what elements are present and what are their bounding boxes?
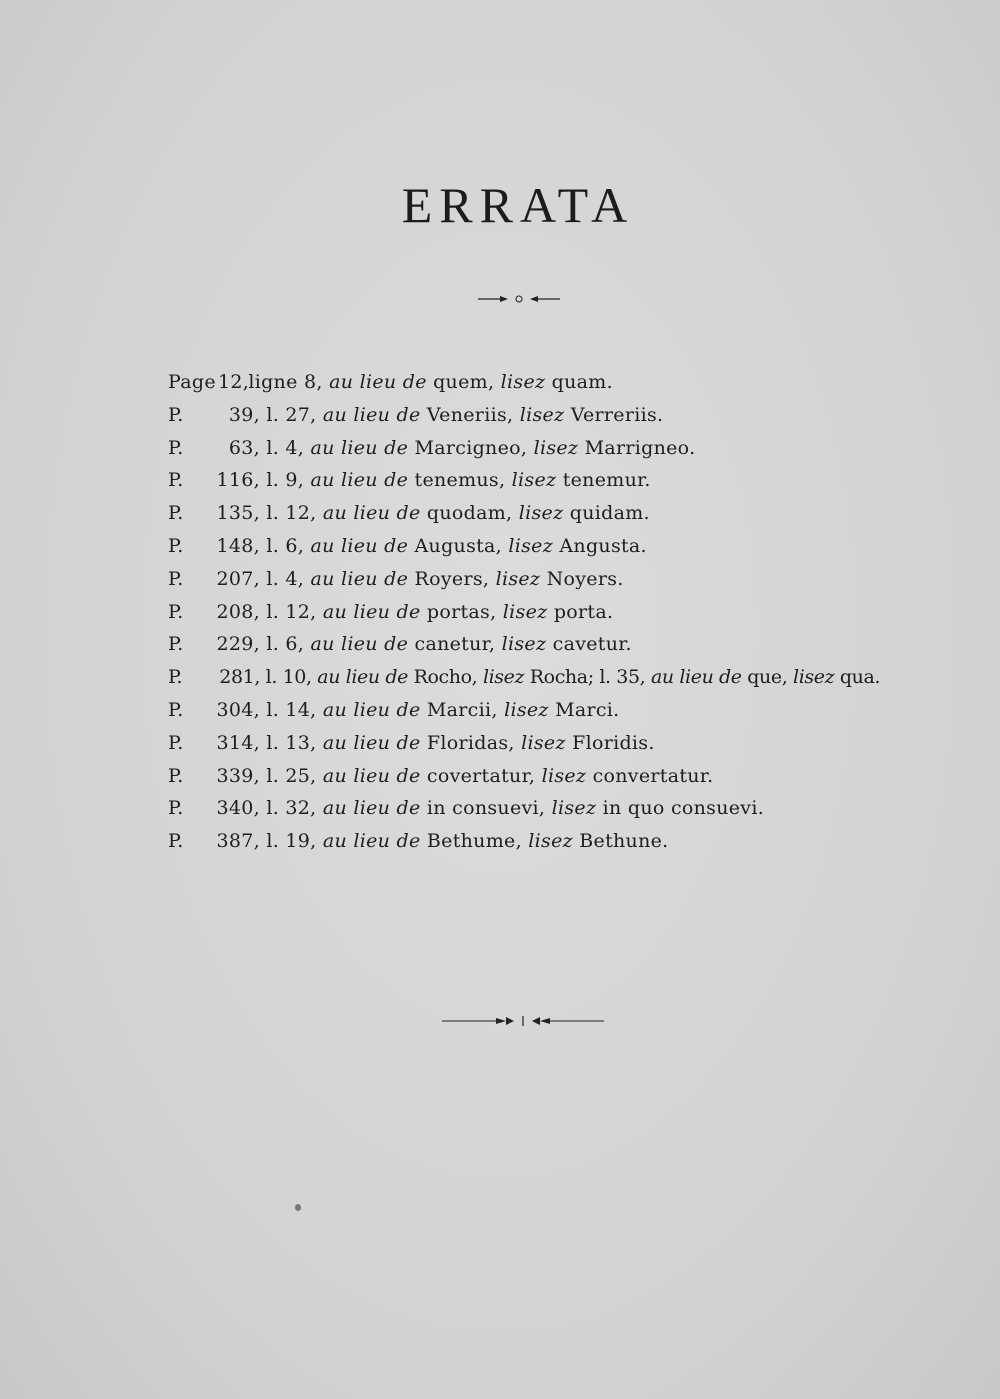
paper-speck <box>295 1204 301 1211</box>
errata-entry: P. 281, l. 10, au lieu de Rocho, lisez Rocha; l. 35, au lieu de que, lisez qua. <box>168 666 881 689</box>
errata-entry: P. 148, l. 6, au lieu de Augusta, lisez Angusta. <box>168 534 647 557</box>
errata-entry: P. 340, l. 32, au lieu de in consuevi, lisez in quo consuevi. <box>168 797 765 820</box>
errata-entry: Page 12, ligne 8, au lieu de quem, lisez quam. <box>168 371 613 393</box>
errata-entry: P. 208, l. 12, au lieu de portas, lisez porta. <box>168 600 614 623</box>
errata-entry: P. 135, l. 12, au lieu de quodam, lisez quidam. <box>168 502 650 525</box>
errata-entry: P. 229, l. 6, au lieu de canetur, lisez cavetur. <box>168 633 632 656</box>
top-divider-ornament <box>476 290 562 308</box>
bottom-divider-ornament <box>440 1010 606 1032</box>
errata-entry: P. 39, l. 27, au lieu de Veneriis, lisez Verreriis. <box>168 403 664 426</box>
errata-entry: P. 339, l. 25, au lieu de covertatur, lisez convertatur. <box>168 764 714 787</box>
errata-entry: P. 304, l. 14, au lieu de Marcii, lisez Marci. <box>168 698 620 721</box>
errata-entry: P. 314, l. 13, au lieu de Floridas, lisez Floridis. <box>168 731 655 754</box>
errata-entry: P. 63, l. 4, au lieu de Marcigneo, lisez Marrigneo. <box>168 436 696 459</box>
errata-entry: P. 207, l. 4, au lieu de Royers, lisez Noyers. <box>168 567 624 590</box>
page-title: ERRATA <box>401 177 635 233</box>
errata-list <box>168 366 928 858</box>
errata-entry: P. 116, l. 9, au lieu de tenemus, lisez tenemur. <box>168 469 651 492</box>
errata-entry: P. 387, l. 19, au lieu de Bethume, lisez Bethune. <box>168 830 669 853</box>
